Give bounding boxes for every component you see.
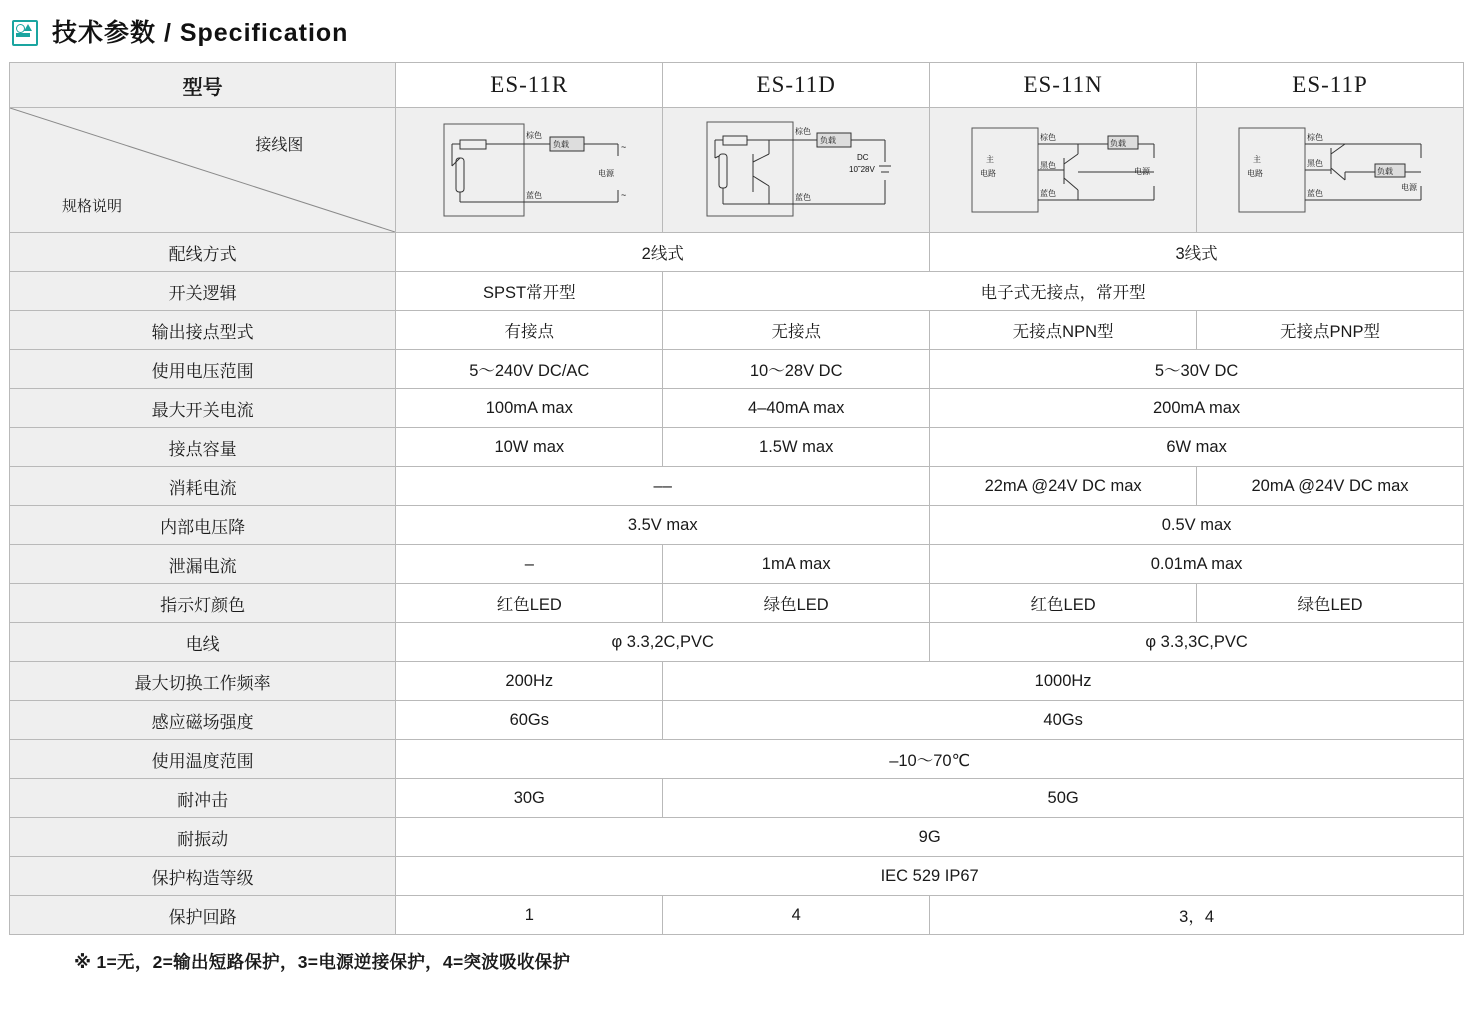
row-cell: 9G — [396, 818, 1464, 857]
svg-text:蓝色: 蓝色 — [1306, 189, 1323, 198]
row-cell: 有接点 — [396, 311, 663, 350]
model-column-es-11r: ES-11R — [396, 63, 663, 108]
table-row — [10, 233, 1464, 272]
row-label: 耐冲击 — [10, 779, 396, 818]
table-row — [10, 272, 1464, 311]
row-label: 配线方式 — [10, 233, 396, 272]
corner-label-wiring: 接线图 — [255, 137, 304, 154]
table-row — [10, 701, 1464, 740]
table-row — [10, 350, 1464, 389]
corner-label-spec: 规格说明 — [62, 198, 123, 215]
row-cell: 无接点 — [663, 311, 930, 350]
row-cell: 10W max — [396, 428, 663, 467]
row-cell: 3.5V max — [396, 506, 930, 545]
row-cell: 1mA max — [663, 545, 930, 584]
svg-text:电源: 电源 — [1400, 183, 1417, 192]
wiring-diagram-es-11d — [663, 108, 930, 233]
logo-shapes-icon — [12, 18, 38, 44]
row-cell: 红色LED — [930, 584, 1197, 623]
svg-text:负载: 负载 — [552, 140, 569, 149]
table-row — [10, 311, 1464, 350]
row-label: 电线 — [10, 623, 396, 662]
row-cell: 5～240V DC/AC — [396, 350, 663, 389]
row-label: 最大切换工作频率 — [10, 662, 396, 701]
svg-text:棕色: 棕色 — [794, 127, 811, 136]
row-cell: IEC 529 IP67 — [396, 857, 1464, 896]
row-label: 接点容量 — [10, 428, 396, 467]
table-row — [10, 896, 1464, 935]
svg-text:电路: 电路 — [979, 169, 996, 178]
row-cell: 0.5V max — [930, 506, 1464, 545]
svg-text:蓝色: 蓝色 — [525, 191, 542, 200]
svg-text:黑色: 黑色 — [1039, 161, 1056, 170]
wiring-diagram-es-11n — [930, 108, 1197, 233]
model-column-es-11d: ES-11D — [663, 63, 930, 108]
svg-text:~: ~ — [620, 190, 627, 200]
row-cell: –– — [396, 467, 930, 506]
table-row — [10, 818, 1464, 857]
row-cell: 50G — [663, 779, 1464, 818]
row-cell: – — [396, 545, 663, 584]
row-cell: 30G — [396, 779, 663, 818]
table-row — [10, 740, 1464, 779]
svg-text:蓝色: 蓝色 — [1039, 189, 1056, 198]
svg-text:电路: 电路 — [1246, 169, 1263, 178]
svg-text:黑色: 黑色 — [1306, 159, 1323, 168]
row-cell: 6W max — [930, 428, 1464, 467]
row-label: 保护构造等级 — [10, 857, 396, 896]
svg-text:主: 主 — [1252, 155, 1261, 164]
row-cell: –10～70℃ — [396, 740, 1464, 779]
row-cell: SPST常开型 — [396, 272, 663, 311]
table-row — [10, 467, 1464, 506]
row-cell: 10～28V DC — [663, 350, 930, 389]
row-cell: 无接点NPN型 — [930, 311, 1197, 350]
row-label: 泄漏电流 — [10, 545, 396, 584]
row-cell: 红色LED — [396, 584, 663, 623]
table-row — [10, 506, 1464, 545]
row-cell: 4–40mA max — [663, 389, 930, 428]
page-header — [8, 0, 1463, 62]
model-column-es-11n: ES-11N — [930, 63, 1197, 108]
row-cell: 2线式 — [396, 233, 930, 272]
row-cell: 绿色LED — [663, 584, 930, 623]
row-cell: 1 — [396, 896, 663, 935]
row-label: 保护回路 — [10, 896, 396, 935]
row-label: 耐振动 — [10, 818, 396, 857]
svg-text:电源: 电源 — [597, 169, 614, 178]
svg-text:蓝色: 蓝色 — [794, 193, 811, 202]
row-cell: 4 — [663, 896, 930, 935]
row-label: 内部电压降 — [10, 506, 396, 545]
row-cell: 无接点PNP型 — [1197, 311, 1464, 350]
row-label: 使用温度范围 — [10, 740, 396, 779]
row-cell: 3线式 — [930, 233, 1464, 272]
row-cell: 5～30V DC — [930, 350, 1464, 389]
row-cell: 3，4 — [930, 896, 1464, 935]
row-cell: 100mA max — [396, 389, 663, 428]
table-row — [10, 584, 1464, 623]
svg-text:主: 主 — [985, 155, 994, 164]
row-cell: 绿色LED — [1197, 584, 1464, 623]
row-label: 使用电压范围 — [10, 350, 396, 389]
specification-table — [9, 62, 1464, 935]
svg-text:电源: 电源 — [1133, 167, 1150, 176]
svg-text:负载: 负载 — [1109, 139, 1126, 148]
row-label: 开关逻辑 — [10, 272, 396, 311]
table-row — [10, 623, 1464, 662]
table-row — [10, 662, 1464, 701]
row-cell: 1.5W max — [663, 428, 930, 467]
row-label: 最大开关电流 — [10, 389, 396, 428]
row-cell: 200Hz — [396, 662, 663, 701]
svg-text:负载: 负载 — [1376, 167, 1393, 176]
table-row — [10, 545, 1464, 584]
row-label: 消耗电流 — [10, 467, 396, 506]
row-label: 输出接点型式 — [10, 311, 396, 350]
row-label: 感应磁场强度 — [10, 701, 396, 740]
row-cell: 22mA @24V DC max — [930, 467, 1197, 506]
wiring-diagram-es-11r — [396, 108, 663, 233]
header-model-label: 型号 — [10, 63, 396, 108]
svg-text:棕色: 棕色 — [1039, 133, 1056, 142]
table-row — [10, 428, 1464, 467]
row-cell: 1000Hz — [663, 662, 1464, 701]
row-cell: φ 3.3,3C,PVC — [930, 623, 1464, 662]
model-column-es-11p: ES-11P — [1197, 63, 1464, 108]
svg-text:10˜28V: 10˜28V — [848, 165, 875, 174]
row-cell: 0.01mA max — [930, 545, 1464, 584]
table-row — [10, 779, 1464, 818]
corner-split-cell — [10, 108, 396, 233]
table-row — [10, 857, 1464, 896]
svg-text:~: ~ — [620, 142, 627, 152]
footnote: ※ 1=无，2=输出短路保护，3=电源逆接保护，4=突波吸收保护 — [74, 952, 571, 972]
row-cell: 40Gs — [663, 701, 1464, 740]
row-cell: 60Gs — [396, 701, 663, 740]
table-header-row — [10, 63, 1464, 108]
row-cell: 20mA @24V DC max — [1197, 467, 1464, 506]
row-cell: 200mA max — [930, 389, 1464, 428]
svg-text:棕色: 棕色 — [1306, 133, 1323, 142]
svg-text:DC: DC — [856, 153, 869, 162]
row-cell: φ 3.3,2C,PVC — [396, 623, 930, 662]
wiring-diagram-row — [10, 108, 1464, 233]
table-row — [10, 389, 1464, 428]
wiring-diagram-es-11p — [1197, 108, 1464, 233]
svg-text:负载: 负载 — [819, 136, 836, 145]
row-cell: 电子式无接点，常开型 — [663, 272, 1464, 311]
page-title: 技术参数 / Specification — [52, 19, 349, 47]
svg-text:棕色: 棕色 — [525, 131, 542, 140]
row-label: 指示灯颜色 — [10, 584, 396, 623]
